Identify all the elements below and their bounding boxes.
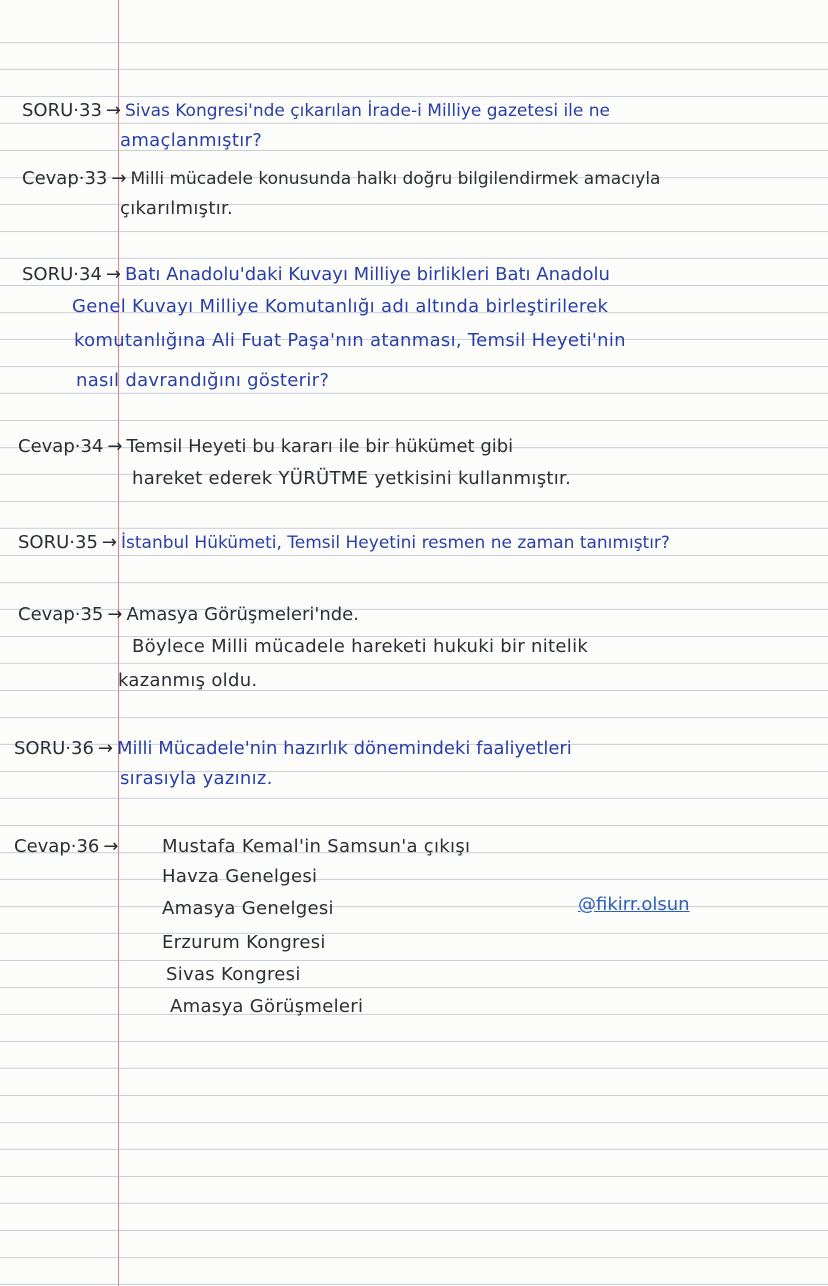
arrow-icon: → [101, 532, 117, 553]
question-36-label: SORU·36 [14, 738, 94, 759]
answer-33-label: Cevap·33 [22, 168, 108, 189]
answer-34-line-2: hareket ederek YÜRÜTME yetkisini kullanmıştır. [132, 468, 572, 489]
answer-35-line-1: Cevap·35 → Amasya Görüşmeleri'nde. [18, 604, 359, 625]
watermark-handle: @fikirr.olsun [578, 894, 690, 915]
answer-35-line-2: Böylece Milli mücadele hareketi hukuki bir nitelik [132, 636, 589, 657]
answer-35-label: Cevap·35 [18, 604, 104, 625]
arrow-icon: → [107, 604, 123, 625]
answer-36-header [14, 836, 122, 858]
question-35-label: SORU·35 [18, 532, 98, 553]
answer-36-item: Amasya Genelgesi [162, 898, 334, 919]
arrow-icon: → [97, 738, 113, 759]
answer-34-label: Cevap·34 [18, 436, 104, 457]
question-33-line-1: SORU·33 → Sivas Kongresi'nde çıkarılan İrade-i Milliye gazetesi ile ne [22, 100, 610, 121]
question-36-line-1: SORU·36 → Milli Mücadele'nin hazırlık dönemindeki faaliyetleri [14, 738, 572, 759]
question-34-line-1: SORU·34 → Batı Anadolu'daki Kuvayı Milliye birlikleri Batı Anadolu [22, 264, 610, 285]
arrow-icon: → [111, 168, 127, 189]
answer-33-line-1: Cevap·33 → Milli mücadele konusunda halkı doğru bilgilendirmek amacıyla [22, 168, 661, 189]
arrow-icon: → [107, 436, 123, 457]
question-34-line-2: Genel Kuvayı Milliye Komutanlığı adı altında birleştirilerek [72, 296, 609, 317]
answer-36-item: Mustafa Kemal'in Samsun'a çıkışı [162, 836, 471, 857]
answer-35-line-3: kazanmış oldu. [118, 670, 258, 691]
answer-36-item: Sivas Kongresi [166, 964, 301, 985]
answer-36-label: Cevap·36 [14, 836, 100, 857]
question-34-label: SORU·34 [22, 264, 102, 285]
question-33-line-2: amaçlanmıştır? [120, 130, 263, 151]
answer-33-line-2: çıkarılmıştır. [120, 198, 234, 219]
arrow-icon: → [105, 264, 121, 285]
answer-36-item: Erzurum Kongresi [162, 932, 326, 953]
margin-line [118, 0, 119, 1286]
answer-34-line-1: Cevap·34 → Temsil Heyeti bu kararı ile bir hükümet gibi [18, 436, 514, 457]
question-33-label: SORU·33 [22, 100, 102, 121]
arrow-icon: → [103, 836, 119, 857]
answer-36-item: Havza Genelgesi [162, 866, 318, 887]
question-35-line-1: SORU·35 → İstanbul Hükümeti, Temsil Heyetini resmen ne zaman tanımıştır? [18, 532, 670, 553]
answer-36-item: Amasya Görüşmeleri [170, 996, 364, 1017]
arrow-icon: → [105, 100, 121, 121]
question-34-line-4: nasıl davrandığını gösterir? [76, 370, 330, 391]
question-34-line-3: komutanlığına Ali Fuat Paşa'nın atanması, Temsil Heyeti'nin [74, 330, 626, 351]
question-36-line-2: sırasıyla yazınız. [120, 768, 273, 789]
